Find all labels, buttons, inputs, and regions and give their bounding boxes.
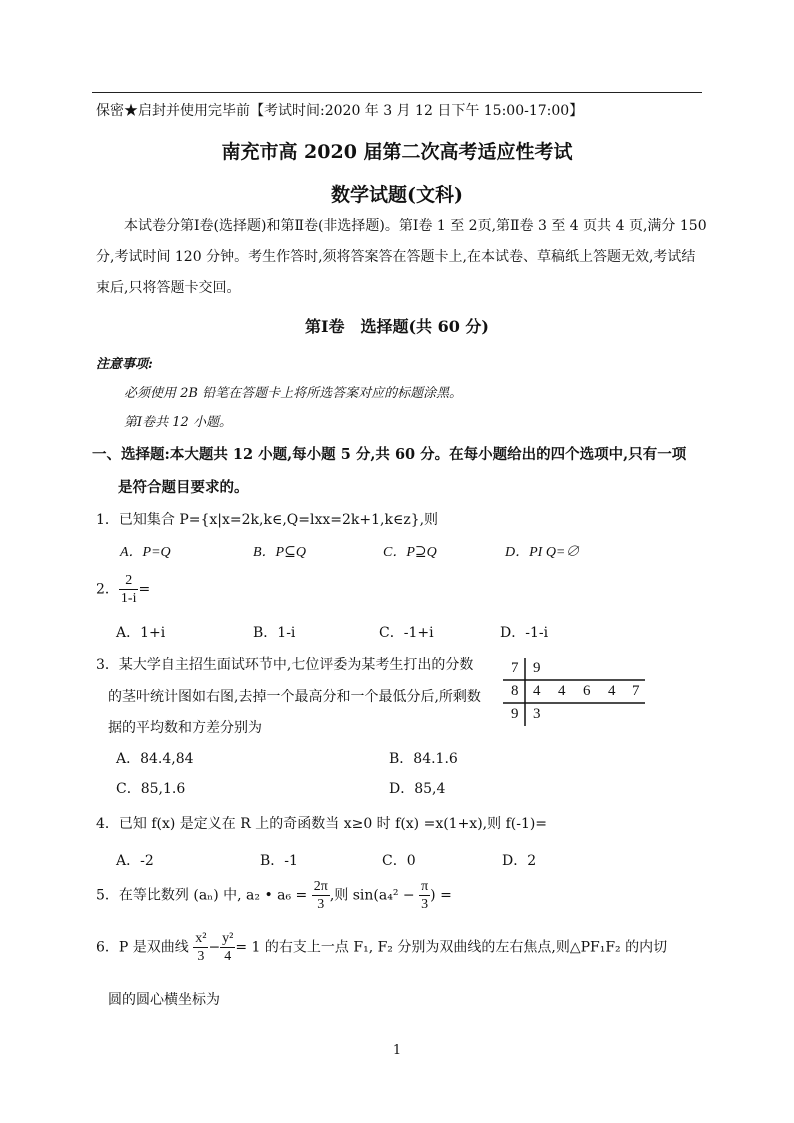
q6-numerator-2: y² — [222, 931, 234, 946]
q2-denominator: 1-i — [120, 591, 137, 606]
intro-paragraph: 本试卷分第Ⅰ卷(选择题)和第Ⅱ卷(非选择题)。第Ⅰ卷 1 至 2页,第Ⅱ卷 3 至 4 页共 4 页,满分 150 分,考试时间 120 分钟。考生作答时,须将答案答在答题卡上,在本试卷、草稿纸上答题无效,考试结束后,只将答题卡交回。 — [96, 218, 707, 296]
q3-option-b: B．84.1.6 — [389, 751, 458, 767]
header-rule — [92, 92, 702, 93]
part-title-line-1: 一、选择题:本大题共 12 小题,每小题 5 分,共 60 分。在每小题给出的四个选项中,只有一项 — [92, 446, 687, 463]
q2-option-d: D．-1-i — [500, 625, 549, 641]
question-3-line-3: 据的平均数和方差分别为 — [108, 720, 262, 736]
q6-minus: − — [208, 939, 221, 956]
question-4-stem: 4．已知 f(x) 是定义在 R 上的奇函数当 x≥0 时 f(x) =x(1+x),则 f(-1)= — [96, 816, 548, 832]
q4-option-b: B．-1 — [260, 853, 298, 869]
q6-denominator-1: 3 — [197, 949, 205, 964]
q5-prefix: 5．在等比数列 (aₙ) 中, a₂ • a₆ = — [96, 887, 308, 904]
notice-item-1: 必须使用 2B 铅笔在答题卡上将所选答案对应的标题涂黑。 — [124, 386, 463, 401]
stem-leaf-plot — [503, 658, 645, 730]
notice-title: 注意事项: — [96, 357, 153, 372]
q6-prefix: 6．P 是双曲线 — [96, 939, 189, 956]
stem-leaf-lines — [503, 658, 645, 730]
q4-option-c: C．0 — [382, 853, 416, 869]
q6-suffix: = 1 的右支上一点 F₁, F₂ 分别为双曲线的左右焦点,则△PF₁F₂ 的内切 — [235, 939, 668, 956]
q1-option-c: C．P⊇Q — [383, 545, 437, 560]
question-1-stem: 1．已知集合 P={x|x=2k,k∈,Q=lxx=2k+1,k∈z},则 — [96, 512, 439, 528]
q6-numerator-1: x² — [195, 931, 207, 946]
exam-title: 南充市高 2020 届第二次高考适应性考试 — [221, 141, 573, 163]
q2-option-b: B．1-i — [253, 625, 296, 641]
q2-option-c: C．-1+i — [379, 625, 434, 641]
question-3-line-2: 的茎叶统计图如右图,去掉一个最高分和一个最低分后,所剩数 — [108, 689, 481, 705]
question-6-stem — [96, 930, 667, 965]
leaf-8-5: 7 — [632, 683, 640, 699]
page-number: 1 — [392, 1043, 402, 1058]
leaf-8-3: 6 — [583, 683, 591, 699]
q3-option-d: D．85,4 — [389, 781, 446, 797]
question-2-stem — [96, 572, 150, 607]
q5-numerator-2: π — [421, 879, 429, 894]
q1-option-d: D．PI Q=∅ — [505, 545, 580, 560]
leaf-8-4: 4 — [608, 683, 616, 699]
notice-item-2: 第Ⅰ卷共 12 小题。 — [124, 415, 232, 430]
q1-option-b: B．P⊆Q — [253, 545, 306, 560]
q3-option-c: C．85,1.6 — [116, 781, 186, 797]
q5-suffix: ) = — [430, 887, 452, 904]
q2-suffix: = — [138, 581, 151, 598]
q4-option-d: D．2 — [502, 853, 537, 869]
q3-option-a: A．84.4,84 — [116, 751, 194, 767]
exam-subtitle: 数学试题(文科) — [331, 184, 463, 206]
q5-numerator-1: 2π — [313, 879, 328, 894]
leaf-9-1: 3 — [533, 706, 541, 722]
section-heading: 第Ⅰ卷 选择题(共 60 分) — [304, 317, 490, 336]
question-3-line-1: 3．某大学自主招生面试环节中,七位评委为某考生打出的分数 — [96, 657, 474, 673]
q6-denominator-2: 4 — [224, 949, 232, 964]
q4-option-a: A．-2 — [116, 853, 154, 869]
q1-option-a: A．P=Q — [120, 545, 171, 560]
leaf-7-1: 9 — [533, 660, 541, 676]
q2-option-a: A．1+i — [116, 625, 166, 641]
q6-fraction-2 — [220, 930, 235, 965]
stem-7: 7 — [511, 660, 519, 676]
q6-fraction-1 — [193, 930, 208, 965]
question-5-stem — [96, 878, 452, 913]
q2-fraction — [119, 572, 139, 607]
confidential-header: 保密★启封并使用完毕前【考试时间:2020 年 3 月 12 日下午 15:00-17:00】 — [96, 103, 584, 119]
question-6-line-2: 圆的圆心横坐标为 — [108, 992, 220, 1008]
q5-fraction-1 — [312, 878, 330, 913]
leaf-8-1: 4 — [533, 683, 541, 699]
part-title-line-2: 是符合题目要求的。 — [118, 479, 249, 496]
stem-9: 9 — [511, 706, 519, 722]
q2-numerator: 2 — [119, 572, 139, 590]
q2-prefix: 2． — [96, 581, 119, 598]
q5-denominator-2: 3 — [421, 897, 429, 912]
stem-8: 8 — [511, 683, 519, 699]
q5-middle: ,则 sin(a₄² − — [329, 887, 415, 904]
q5-fraction-2 — [419, 878, 430, 913]
leaf-8-2: 4 — [558, 683, 566, 699]
q5-denominator-1: 3 — [317, 897, 325, 912]
